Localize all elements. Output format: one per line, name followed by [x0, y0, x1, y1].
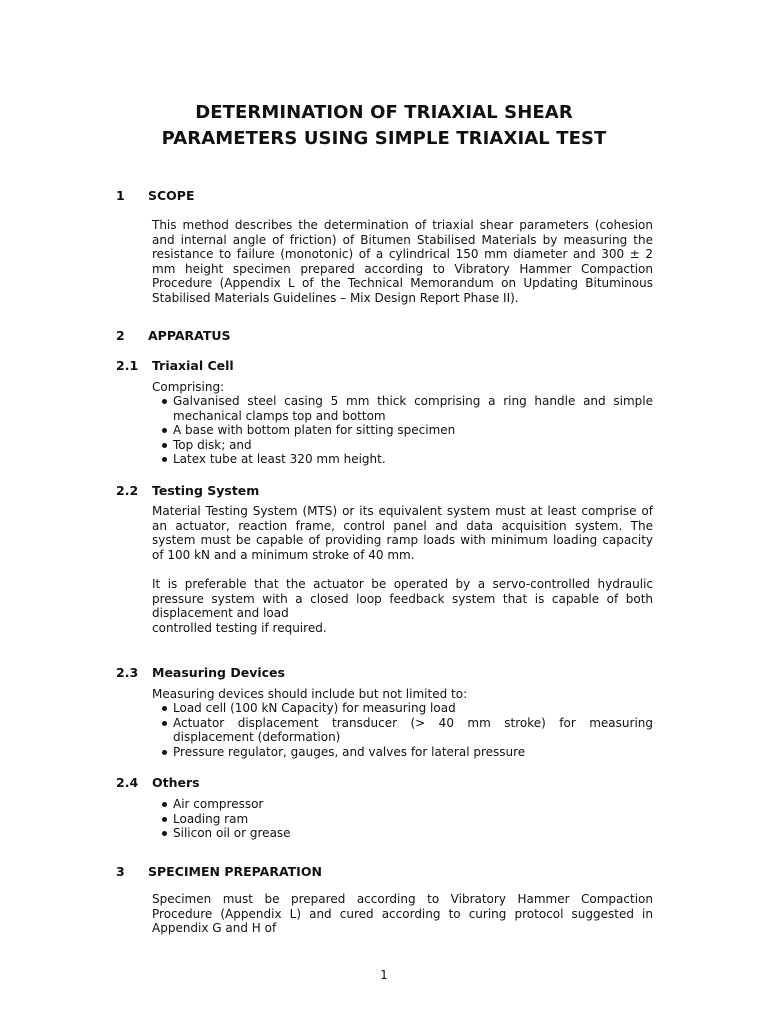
list-item — [152, 701, 653, 716]
list-item — [152, 452, 653, 467]
section-2-3-list — [152, 701, 653, 759]
section-2-3-number: 2.3 — [116, 665, 139, 680]
document-title — [100, 100, 668, 152]
section-2-2-paragraph-2: It is preferable that the actuator be operated by a servo-controlled hydraulic pressure system with a closed loop feedback system that is capable of both displacement and load — [152, 577, 653, 620]
list-item — [152, 745, 653, 760]
bullet-icon — [162, 721, 167, 726]
section-2-2-heading: Testing System — [152, 483, 260, 498]
section-1-paragraph: This method describes the determination of triaxial shear parameters (cohesion and internal angle of friction) of Bitumen Stabilised Materials by measuring the resistance to failure (monotonic) of a cylindrical 150 mm diameter and 300 ± 2 mm height specimen prepared according to Vibratory Hammer Compaction Procedure (Appendix L of the Technical Memorandum on Updating Bituminous Stabilised Materials Guidelines – Mix Design Report Phase II). — [152, 218, 653, 305]
bullet-icon — [162, 802, 167, 807]
list-item — [152, 423, 653, 438]
section-2-1-intro: Comprising: — [152, 380, 225, 394]
list-item-text: Galvanised steel casing 5 mm thick comprising a ring handle and simple mechanical clamps top and bottom — [173, 394, 653, 423]
list-item — [152, 716, 653, 745]
section-2-1-list — [152, 394, 653, 467]
list-item — [152, 826, 653, 841]
section-3-paragraph: Specimen must be prepared according to Vibratory Hammer Compaction Procedure (Appendix L) and cured according to curing protocol suggested in Appendix G and H of — [152, 892, 653, 935]
bullet-icon — [162, 457, 167, 462]
list-item — [152, 797, 653, 812]
list-item-text: Load cell (100 kN Capacity) for measuring load — [173, 701, 456, 715]
section-2-4-list — [152, 797, 653, 841]
section-2-1-number: 2.1 — [116, 358, 139, 373]
list-item-text: A base with bottom platen for sitting specimen — [173, 423, 456, 438]
section-2-4-heading: Others — [152, 775, 200, 790]
bullet-icon — [162, 750, 167, 755]
section-2-heading: APPARATUS — [148, 328, 231, 343]
list-item-text: Silicon oil or grease — [173, 826, 291, 841]
section-2-4-number: 2.4 — [116, 775, 139, 790]
list-item — [152, 438, 653, 453]
bullet-icon — [162, 831, 167, 836]
bullet-icon — [162, 706, 167, 711]
section-2-2-paragraph-1: Material Testing System (MTS) or its equivalent system must at least comprise of an actuator, reaction frame, control panel and data acquisition system. The system must be capable of providing ramp loads with minimum loading capacity of 100 kN and a minimum stroke of 40 mm. — [152, 504, 653, 562]
section-2-2-number: 2.2 — [116, 483, 139, 498]
title-line-2: PARAMETERS USING SIMPLE TRIAXIAL TEST — [161, 128, 607, 149]
list-item-text: Actuator displacement transducer (> 40 mm stroke) for measuring displacement (deformation) — [173, 715, 653, 745]
section-1-heading: SCOPE — [148, 188, 195, 203]
section-1-number: 1 — [116, 188, 125, 203]
title-line-1: DETERMINATION OF TRIAXIAL SHEAR — [195, 102, 573, 123]
section-3-heading: SPECIMEN PREPARATION — [148, 864, 322, 879]
section-2-number: 2 — [116, 328, 125, 343]
section-2-2-paragraph-2-end: controlled testing if required. — [152, 621, 327, 635]
list-item-text: Latex tube at least 320 mm height. — [173, 452, 386, 467]
bullet-icon — [162, 399, 167, 404]
section-2-3-intro: Measuring devices should include but not limited to: — [152, 687, 468, 701]
section-3-number: 3 — [116, 864, 125, 879]
section-2-1-heading: Triaxial Cell — [152, 358, 234, 373]
list-item-text: Top disk; and — [173, 437, 252, 452]
section-2-3-heading: Measuring Devices — [152, 665, 285, 680]
list-item — [152, 394, 653, 423]
list-item-text: Pressure regulator, gauges, and valves for lateral pressure — [173, 744, 526, 759]
bullet-icon — [162, 428, 167, 433]
list-item — [152, 812, 653, 827]
list-item-text: Loading ram — [173, 811, 249, 826]
bullet-icon — [162, 443, 167, 448]
list-item-text: Air compressor — [173, 797, 264, 811]
page-number: 1 — [380, 968, 388, 982]
bullet-icon — [162, 817, 167, 822]
